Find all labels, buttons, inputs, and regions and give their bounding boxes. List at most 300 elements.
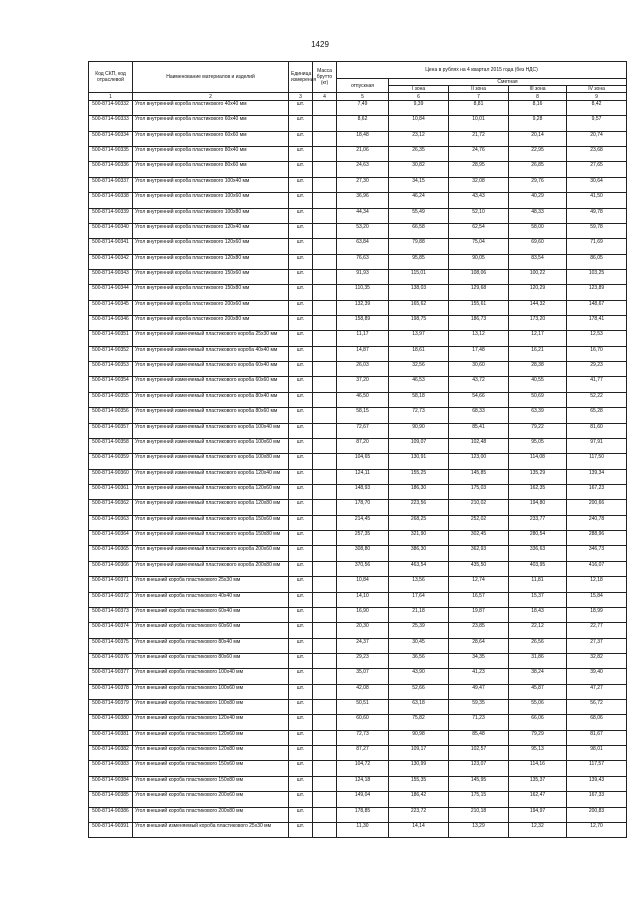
table-row — [89, 715, 627, 730]
table-row — [89, 131, 627, 146]
row-zone4-price: 178,41 — [567, 316, 627, 331]
row-zone2-price: 13,29 — [449, 822, 509, 837]
row-code: 500-8714-90358 — [89, 438, 133, 453]
row-zone4-price: 288,96 — [567, 531, 627, 546]
row-mass — [313, 561, 337, 576]
row-unit: шт. — [289, 531, 313, 546]
row-unit: шт. — [289, 285, 313, 300]
row-unit: шт. — [289, 454, 313, 469]
row-zone4-price: 98,01 — [567, 746, 627, 761]
row-zone1-price: 155,25 — [389, 469, 449, 484]
row-unit: шт. — [289, 147, 313, 162]
row-zone1-price: 52,66 — [389, 684, 449, 699]
header-zone1: I зона — [389, 86, 449, 93]
header-price-group: Цена в рублях на 4 квартал 2015 года (без НДС) — [337, 62, 627, 79]
table-row — [89, 331, 627, 346]
row-release-price: 42,08 — [337, 684, 389, 699]
row-zone3-price: 38,24 — [509, 669, 567, 684]
row-name: Угол внутренний изменяемый пластикового короба 100х60 мм — [133, 438, 289, 453]
table-row — [89, 653, 627, 668]
row-zone4-price: 346,73 — [567, 546, 627, 561]
row-mass — [313, 776, 337, 791]
row-unit: шт. — [289, 761, 313, 776]
row-mass — [313, 715, 337, 730]
row-zone1-price: 463,54 — [389, 561, 449, 576]
row-mass — [313, 761, 337, 776]
row-unit: шт. — [289, 653, 313, 668]
row-zone4-price: 240,78 — [567, 515, 627, 530]
row-code: 500-8714-90377 — [89, 669, 133, 684]
row-mass — [313, 316, 337, 331]
row-zone4-price: 27,65 — [567, 162, 627, 177]
row-zone1-price: 43,90 — [389, 669, 449, 684]
table-row — [89, 362, 627, 377]
header-zone3: III зона — [509, 86, 567, 93]
table-row — [89, 285, 627, 300]
table-row — [89, 807, 627, 822]
row-name: Угол внутренний изменяемый пластикового короба 120х60 мм — [133, 484, 289, 499]
table-row — [89, 208, 627, 223]
row-zone4-price: 12,18 — [567, 577, 627, 592]
row-name: Угол внешний короба пластикового 150х60 мм — [133, 761, 289, 776]
table-row — [89, 269, 627, 284]
row-zone3-price: 22,95 — [509, 147, 567, 162]
table-row — [89, 515, 627, 530]
row-mass — [313, 638, 337, 653]
row-code: 500-8714-90354 — [89, 377, 133, 392]
row-release-price: 72,67 — [337, 423, 389, 438]
header-release: отпускная — [337, 79, 389, 93]
row-zone1-price: 10,84 — [389, 116, 449, 131]
row-zone3-price: 233,77 — [509, 515, 567, 530]
row-zone2-price: 8,81 — [449, 101, 509, 116]
row-code: 500-8714-90366 — [89, 561, 133, 576]
row-zone1-price: 75,82 — [389, 715, 449, 730]
row-zone1-price: 58,18 — [389, 392, 449, 407]
row-zone1-price: 130,91 — [389, 454, 449, 469]
table-row — [89, 392, 627, 407]
row-zone1-price: 30,82 — [389, 162, 449, 177]
row-name: Угол внутренний короба пластикового 150х60 мм — [133, 269, 289, 284]
row-zone3-price: 48,33 — [509, 208, 567, 223]
row-name: Угол внешний короба пластикового 100х80 мм — [133, 700, 289, 715]
row-zone2-price: 43,72 — [449, 377, 509, 392]
col-number: 7 — [449, 93, 509, 101]
row-name: Угол внутренний короба пластикового 120х60 мм — [133, 239, 289, 254]
row-zone1-price: 32,56 — [389, 362, 449, 377]
row-name: Угол внешний короба пластикового 60х60 мм — [133, 623, 289, 638]
row-release-price: 76,63 — [337, 254, 389, 269]
row-mass — [313, 653, 337, 668]
row-zone3-price: 120,29 — [509, 285, 567, 300]
row-zone1-price: 223,56 — [389, 500, 449, 515]
row-zone3-price: 16,21 — [509, 346, 567, 361]
row-zone4-price: 22,77 — [567, 623, 627, 638]
row-zone3-price: 50,69 — [509, 392, 567, 407]
row-zone2-price: 49,47 — [449, 684, 509, 699]
row-mass — [313, 193, 337, 208]
col-number: 1 — [89, 93, 133, 101]
row-mass — [313, 822, 337, 837]
row-name: Угол внутренний изменяемый пластикового короба 80х40 мм — [133, 392, 289, 407]
row-zone2-price: 175,15 — [449, 792, 509, 807]
row-name: Угол внешний короба пластикового 100х60 мм — [133, 684, 289, 699]
row-mass — [313, 377, 337, 392]
row-name: Угол внешний изменяемый короба пластикового 25х30 мм — [133, 822, 289, 837]
row-code: 500-8714-90391 — [89, 822, 133, 837]
row-name: Угол внутренний короба пластикового 80х40 мм — [133, 147, 289, 162]
row-name: Угол внутренний изменяемый пластикового короба 150х80 мм — [133, 531, 289, 546]
table-row — [89, 239, 627, 254]
table-row — [89, 147, 627, 162]
row-code: 500-8714-90353 — [89, 362, 133, 377]
row-name: Угол внутренний короба пластикового 120х40 мм — [133, 223, 289, 238]
table-row — [89, 638, 627, 653]
row-zone4-price: 8,42 — [567, 101, 627, 116]
row-unit: шт. — [289, 300, 313, 315]
row-release-price: 26,03 — [337, 362, 389, 377]
row-code: 500-8714-90356 — [89, 408, 133, 423]
row-mass — [313, 669, 337, 684]
row-zone2-price: 32,08 — [449, 177, 509, 192]
row-zone4-price: 148,67 — [567, 300, 627, 315]
row-release-price: 148,93 — [337, 484, 389, 499]
row-zone1-price: 55,49 — [389, 208, 449, 223]
row-code: 500-8714-90381 — [89, 730, 133, 745]
row-name: Угол внешний короба пластикового 120х80 мм — [133, 746, 289, 761]
row-name: Угол внутренний короба пластикового 80х60 мм — [133, 162, 289, 177]
row-code: 500-8714-90365 — [89, 546, 133, 561]
row-zone2-price: 175,03 — [449, 484, 509, 499]
row-zone1-price: 46,53 — [389, 377, 449, 392]
row-zone4-price: 59,78 — [567, 223, 627, 238]
row-name: Угол внутренний изменяемый пластикового короба 40х40 мм — [133, 346, 289, 361]
row-unit: шт. — [289, 269, 313, 284]
row-zone4-price: 97,91 — [567, 438, 627, 453]
col-number: 4 — [313, 93, 337, 101]
col-number: 5 — [337, 93, 389, 101]
row-release-price: 29,23 — [337, 653, 389, 668]
row-mass — [313, 684, 337, 699]
row-release-price: 308,80 — [337, 546, 389, 561]
table-row — [89, 684, 627, 699]
row-code: 500-8714-90361 — [89, 484, 133, 499]
row-zone3-price: 15,37 — [509, 592, 567, 607]
row-zone4-price: 139,34 — [567, 469, 627, 484]
row-mass — [313, 469, 337, 484]
row-mass — [313, 285, 337, 300]
row-zone2-price: 54,66 — [449, 392, 509, 407]
row-unit: шт. — [289, 193, 313, 208]
table-row — [89, 592, 627, 607]
row-name: Угол внутренний короба пластикового 150х80 мм — [133, 285, 289, 300]
row-code: 500-8714-90374 — [89, 623, 133, 638]
row-zone2-price: 34,35 — [449, 653, 509, 668]
row-release-price: 178,85 — [337, 807, 389, 822]
row-zone3-price: 403,95 — [509, 561, 567, 576]
row-mass — [313, 515, 337, 530]
row-zone3-price: 162,47 — [509, 792, 567, 807]
row-name: Угол внутренний изменяемый пластикового короба 80х60 мм — [133, 408, 289, 423]
row-unit: шт. — [289, 116, 313, 131]
row-code: 500-8714-90334 — [89, 131, 133, 146]
row-zone1-price: 17,64 — [389, 592, 449, 607]
row-release-price: 158,89 — [337, 316, 389, 331]
row-zone4-price: 167,23 — [567, 484, 627, 499]
row-mass — [313, 730, 337, 745]
row-zone1-price: 186,30 — [389, 484, 449, 499]
table-row — [89, 346, 627, 361]
table-row — [89, 822, 627, 837]
row-code: 500-8714-90352 — [89, 346, 133, 361]
row-code: 500-8714-90344 — [89, 285, 133, 300]
row-release-price: 178,70 — [337, 500, 389, 515]
row-zone1-price: 198,75 — [389, 316, 449, 331]
row-release-price: 104,72 — [337, 761, 389, 776]
row-zone2-price: 210,18 — [449, 807, 509, 822]
row-zone3-price: 100,22 — [509, 269, 567, 284]
row-release-price: 7,49 — [337, 101, 389, 116]
row-mass — [313, 392, 337, 407]
header-estimate: Сметная — [389, 79, 627, 86]
row-mass — [313, 362, 337, 377]
row-code: 500-8714-90360 — [89, 469, 133, 484]
row-name: Угол внутренний изменяемый пластикового короба 60х40 мм — [133, 362, 289, 377]
row-zone2-price: 129,68 — [449, 285, 509, 300]
row-zone2-price: 123,00 — [449, 454, 509, 469]
row-zone4-price: 41,50 — [567, 193, 627, 208]
row-zone3-price: 28,38 — [509, 362, 567, 377]
row-release-price: 124,11 — [337, 469, 389, 484]
col-number: 3 — [289, 93, 313, 101]
row-unit: шт. — [289, 715, 313, 730]
row-mass — [313, 623, 337, 638]
row-release-price: 149,04 — [337, 792, 389, 807]
row-zone2-price: 145,85 — [449, 469, 509, 484]
table-row — [89, 792, 627, 807]
row-mass — [313, 792, 337, 807]
row-zone3-price: 135,37 — [509, 776, 567, 791]
row-zone3-price: 11,81 — [509, 577, 567, 592]
row-zone3-price: 12,32 — [509, 822, 567, 837]
row-zone4-price: 81,67 — [567, 730, 627, 745]
row-name: Угол внутренний изменяемый пластикового короба 200х60 мм — [133, 546, 289, 561]
row-release-price: 11,30 — [337, 822, 389, 837]
row-name: Угол внешний короба пластикового 200х80 мм — [133, 807, 289, 822]
row-code: 500-8714-90346 — [89, 316, 133, 331]
row-zone2-price: 302,45 — [449, 531, 509, 546]
row-zone1-price: 130,99 — [389, 761, 449, 776]
row-zone3-price: 95,05 — [509, 438, 567, 453]
row-mass — [313, 746, 337, 761]
row-unit: шт. — [289, 423, 313, 438]
row-zone2-price: 71,23 — [449, 715, 509, 730]
row-zone1-price: 138,03 — [389, 285, 449, 300]
table-row — [89, 669, 627, 684]
row-mass — [313, 346, 337, 361]
row-zone2-price: 210,02 — [449, 500, 509, 515]
row-zone2-price: 90,05 — [449, 254, 509, 269]
table-row — [89, 561, 627, 576]
row-release-price: 91,93 — [337, 269, 389, 284]
row-zone4-price: 103,25 — [567, 269, 627, 284]
row-unit: шт. — [289, 438, 313, 453]
row-zone2-price: 102,48 — [449, 438, 509, 453]
row-unit: шт. — [289, 316, 313, 331]
row-zone4-price: 39,40 — [567, 669, 627, 684]
row-zone1-price: 109,07 — [389, 438, 449, 453]
row-release-price: 87,27 — [337, 746, 389, 761]
row-mass — [313, 484, 337, 499]
row-zone3-price: 12,17 — [509, 331, 567, 346]
row-mass — [313, 269, 337, 284]
row-zone2-price: 75,04 — [449, 239, 509, 254]
row-code: 500-8714-90343 — [89, 269, 133, 284]
table-body — [89, 101, 627, 838]
row-unit: шт. — [289, 377, 313, 392]
row-zone2-price: 24,76 — [449, 147, 509, 162]
row-zone3-price: 135,29 — [509, 469, 567, 484]
row-code: 500-8714-90337 — [89, 177, 133, 192]
row-release-price: 87,20 — [337, 438, 389, 453]
row-name: Угол внутренний короба пластикового 100х40 мм — [133, 177, 289, 192]
table-header — [89, 62, 627, 101]
row-zone3-price: 18,43 — [509, 607, 567, 622]
row-code: 500-8714-90341 — [89, 239, 133, 254]
row-zone2-price: 435,50 — [449, 561, 509, 576]
row-zone1-price: 30,45 — [389, 638, 449, 653]
row-zone3-price: 69,60 — [509, 239, 567, 254]
row-zone4-price: 68,06 — [567, 715, 627, 730]
table-row — [89, 623, 627, 638]
row-release-price: 104,65 — [337, 454, 389, 469]
row-zone3-price: 40,55 — [509, 377, 567, 392]
row-release-price: 214,45 — [337, 515, 389, 530]
row-zone4-price: 29,23 — [567, 362, 627, 377]
row-code: 500-8714-90351 — [89, 331, 133, 346]
row-zone1-price: 95,85 — [389, 254, 449, 269]
table-row — [89, 700, 627, 715]
row-code: 500-8714-90359 — [89, 454, 133, 469]
row-zone2-price: 59,35 — [449, 700, 509, 715]
row-zone3-price: 31,86 — [509, 653, 567, 668]
row-mass — [313, 300, 337, 315]
row-release-price: 370,56 — [337, 561, 389, 576]
row-unit: шт. — [289, 669, 313, 684]
row-release-price: 24,63 — [337, 162, 389, 177]
row-name: Угол внутренний изменяемый пластикового короба 25х30 мм — [133, 331, 289, 346]
row-zone3-price: 55,06 — [509, 700, 567, 715]
row-unit: шт. — [289, 484, 313, 499]
row-zone2-price: 155,61 — [449, 300, 509, 315]
table-row — [89, 423, 627, 438]
row-zone1-price: 13,97 — [389, 331, 449, 346]
row-code: 500-8714-90339 — [89, 208, 133, 223]
row-zone4-price: 71,69 — [567, 239, 627, 254]
row-release-price: 46,50 — [337, 392, 389, 407]
row-unit: шт. — [289, 623, 313, 638]
row-release-price: 14,10 — [337, 592, 389, 607]
row-mass — [313, 408, 337, 423]
row-zone2-price: 23,85 — [449, 623, 509, 638]
row-unit: шт. — [289, 392, 313, 407]
row-zone4-price: 117,57 — [567, 761, 627, 776]
row-zone1-price: 115,01 — [389, 269, 449, 284]
row-zone4-price: 23,68 — [567, 147, 627, 162]
row-zone2-price: 30,60 — [449, 362, 509, 377]
row-unit: шт. — [289, 546, 313, 561]
row-release-price: 20,30 — [337, 623, 389, 638]
row-zone4-price: 56,72 — [567, 700, 627, 715]
row-zone3-price: 79,22 — [509, 423, 567, 438]
row-zone3-price: 79,29 — [509, 730, 567, 745]
row-unit: шт. — [289, 561, 313, 576]
row-code: 500-8714-90373 — [89, 607, 133, 622]
row-zone2-price: 21,72 — [449, 131, 509, 146]
col-number: 2 — [133, 93, 289, 101]
row-release-price: 35,07 — [337, 669, 389, 684]
row-zone1-price: 9,39 — [389, 101, 449, 116]
col-number: 6 — [389, 93, 449, 101]
row-zone3-price: 63,39 — [509, 408, 567, 423]
row-zone4-price: 47,27 — [567, 684, 627, 699]
row-release-price: 14,87 — [337, 346, 389, 361]
table-row — [89, 607, 627, 622]
page-number: 1429 — [311, 40, 329, 49]
row-zone3-price: 58,00 — [509, 223, 567, 238]
col-number: 9 — [567, 93, 627, 101]
table-row — [89, 377, 627, 392]
header-code: Код СКП, код отраслевой — [89, 62, 133, 93]
row-code: 500-8714-90342 — [89, 254, 133, 269]
row-name: Угол внутренний изменяемый пластикового короба 120х80 мм — [133, 500, 289, 515]
row-mass — [313, 208, 337, 223]
row-zone4-price: 200,83 — [567, 807, 627, 822]
row-unit: шт. — [289, 469, 313, 484]
row-name: Угол внешний короба пластикового 40х40 мм — [133, 592, 289, 607]
row-zone2-price: 41,23 — [449, 669, 509, 684]
row-unit: шт. — [289, 331, 313, 346]
row-zone4-price: 86,05 — [567, 254, 627, 269]
row-zone2-price: 108,06 — [449, 269, 509, 284]
row-zone2-price: 252,02 — [449, 515, 509, 530]
table-row — [89, 101, 627, 116]
row-unit: шт. — [289, 239, 313, 254]
row-unit: шт. — [289, 684, 313, 699]
row-release-price: 24,37 — [337, 638, 389, 653]
price-table — [88, 61, 627, 838]
row-unit: шт. — [289, 162, 313, 177]
row-release-price: 53,20 — [337, 223, 389, 238]
row-mass — [313, 423, 337, 438]
row-zone3-price: 83,54 — [509, 254, 567, 269]
row-code: 500-8714-90375 — [89, 638, 133, 653]
row-name: Угол внутренний короба пластикового 120х80 мм — [133, 254, 289, 269]
row-unit: шт. — [289, 177, 313, 192]
table-row — [89, 254, 627, 269]
row-zone1-price: 109,17 — [389, 746, 449, 761]
row-name: Угол внешний короба пластикового 150х80 мм — [133, 776, 289, 791]
row-name: Угол внутренний короба пластикового 200х60 мм — [133, 300, 289, 315]
row-zone2-price: 123,07 — [449, 761, 509, 776]
row-unit: шт. — [289, 776, 313, 791]
row-unit: шт. — [289, 223, 313, 238]
row-release-price: 11,17 — [337, 331, 389, 346]
table-row — [89, 116, 627, 131]
row-unit: шт. — [289, 792, 313, 807]
row-unit: шт. — [289, 807, 313, 822]
row-zone4-price: 416,07 — [567, 561, 627, 576]
